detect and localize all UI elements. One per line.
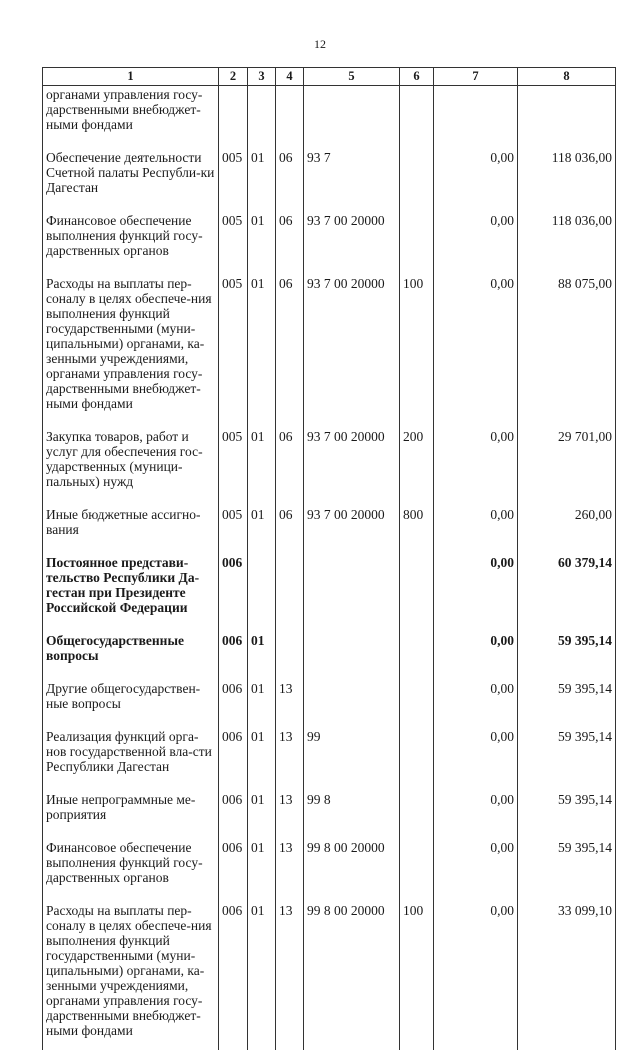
cell-target-article: 93 7 00 20000 [304, 211, 400, 274]
cell-col8-amount: 59 395,14 [518, 727, 616, 790]
cell-target-article: 93 7 [304, 148, 400, 211]
cell-expense-type [400, 631, 434, 679]
cell-podrazdel: 06 [276, 211, 304, 274]
table-row [43, 838, 616, 901]
cell-razdel [248, 86, 276, 149]
cell-target-article: 99 [304, 727, 400, 790]
cell-glava: 006 [219, 901, 248, 1050]
cell-expense-type [400, 86, 434, 149]
cell-razdel: 01 [248, 790, 276, 838]
cell-target-article: 99 8 00 20000 [304, 901, 400, 1050]
cell-expense-type [400, 211, 434, 274]
cell-glava: 006 [219, 727, 248, 790]
cell-col8-amount: 88 075,00 [518, 274, 616, 427]
budget-table [42, 67, 616, 1050]
cell-col7-amount: 0,00 [434, 148, 518, 211]
cell-target-article: 93 7 00 20000 [304, 427, 400, 505]
cell-target-article [304, 86, 400, 149]
table-row [43, 211, 616, 274]
cell-podrazdel [276, 86, 304, 149]
cell-target-article: 99 8 00 20000 [304, 838, 400, 901]
cell-podrazdel: 06 [276, 427, 304, 505]
cell-razdel [248, 553, 276, 631]
cell-col8-amount: 118 036,00 [518, 148, 616, 211]
cell-col8-amount: 29 701,00 [518, 427, 616, 505]
cell-razdel: 01 [248, 505, 276, 553]
table-row [43, 427, 616, 505]
cell-col7-amount: 0,00 [434, 553, 518, 631]
cell-podrazdel: 13 [276, 901, 304, 1050]
cell-glava: 005 [219, 505, 248, 553]
cell-col8-amount: 59 395,14 [518, 790, 616, 838]
cell-podrazdel: 13 [276, 790, 304, 838]
cell-target-article: 99 8 [304, 790, 400, 838]
cell-podrazdel: 13 [276, 679, 304, 727]
cell-glava: 005 [219, 427, 248, 505]
cell-name: Реализация функций орга-нов государственной вла-сти Республики Дагестан [43, 727, 219, 790]
cell-glava: 006 [219, 838, 248, 901]
table-row [43, 901, 616, 1050]
cell-col8-amount: 59 395,14 [518, 838, 616, 901]
cell-name: Постоянное представи-тельство Республики Да-гестан при Президенте Российской Федерации [43, 553, 219, 631]
cell-razdel: 01 [248, 274, 276, 427]
cell-glava: 006 [219, 631, 248, 679]
page-number: 12 [0, 37, 640, 52]
cell-col7-amount: 0,00 [434, 211, 518, 274]
table-row [43, 86, 616, 149]
cell-name: Закупка товаров, работ и услуг для обеспечения гос-ударственных (муници-пальных) нужд [43, 427, 219, 505]
cell-col7-amount: 0,00 [434, 274, 518, 427]
table-row [43, 505, 616, 553]
cell-razdel: 01 [248, 631, 276, 679]
cell-glava [219, 86, 248, 149]
cell-glava: 006 [219, 679, 248, 727]
cell-col7-amount: 0,00 [434, 790, 518, 838]
cell-podrazdel: 13 [276, 727, 304, 790]
cell-name: Обеспечение деятельности Счетной палаты Республи-ки Дагестан [43, 148, 219, 211]
cell-col8-amount: 60 379,14 [518, 553, 616, 631]
cell-col8-amount: 260,00 [518, 505, 616, 553]
column-header: 6 [400, 68, 434, 86]
cell-name: органами управления госу-дарственными внебюджет-ными фондами [43, 86, 219, 149]
cell-col7-amount: 0,00 [434, 679, 518, 727]
column-header: 8 [518, 68, 616, 86]
cell-col8-amount: 118 036,00 [518, 211, 616, 274]
column-header: 2 [219, 68, 248, 86]
cell-col7-amount: 0,00 [434, 631, 518, 679]
cell-col8-amount: 59 395,14 [518, 679, 616, 727]
cell-col7-amount: 0,00 [434, 838, 518, 901]
table-row [43, 148, 616, 211]
cell-col8-amount: 59 395,14 [518, 631, 616, 679]
cell-podrazdel: 06 [276, 148, 304, 211]
cell-expense-type [400, 727, 434, 790]
table-row [43, 631, 616, 679]
cell-podrazdel: 06 [276, 274, 304, 427]
cell-expense-type: 200 [400, 427, 434, 505]
cell-expense-type: 100 [400, 901, 434, 1050]
cell-name: Финансовое обеспечение выполнения функций госу-дарственных органов [43, 838, 219, 901]
cell-name: Другие общегосударствен-ные вопросы [43, 679, 219, 727]
table-row [43, 790, 616, 838]
cell-razdel: 01 [248, 679, 276, 727]
cell-expense-type [400, 148, 434, 211]
cell-name: Расходы на выплаты пер-соналу в целях обеспече-ния выполнения функций государственными (муни-ципальными) органами, ка-зенными учреждениями, органами управления госу-дарственными внебюджет-ными фондами [43, 274, 219, 427]
table-body [43, 86, 616, 1050]
column-header: 3 [248, 68, 276, 86]
cell-name: Финансовое обеспечение выполнения функций госу-дарственных органов [43, 211, 219, 274]
cell-target-article [304, 631, 400, 679]
cell-col7-amount [434, 86, 518, 149]
cell-podrazdel [276, 553, 304, 631]
column-header: 1 [43, 68, 219, 86]
cell-glava: 006 [219, 553, 248, 631]
cell-razdel: 01 [248, 148, 276, 211]
table-row [43, 727, 616, 790]
cell-expense-type [400, 679, 434, 727]
cell-expense-type [400, 790, 434, 838]
table-row [43, 553, 616, 631]
cell-name: Общегосударственные вопросы [43, 631, 219, 679]
cell-col8-amount: 33 099,10 [518, 901, 616, 1050]
cell-target-article: 93 7 00 20000 [304, 505, 400, 553]
cell-col7-amount: 0,00 [434, 505, 518, 553]
cell-expense-type: 100 [400, 274, 434, 427]
cell-podrazdel [276, 631, 304, 679]
cell-col8-amount [518, 86, 616, 149]
cell-glava: 006 [219, 790, 248, 838]
table-header-row [43, 68, 616, 86]
cell-razdel: 01 [248, 727, 276, 790]
cell-col7-amount: 0,00 [434, 727, 518, 790]
cell-razdel: 01 [248, 838, 276, 901]
column-header: 5 [304, 68, 400, 86]
cell-podrazdel: 13 [276, 838, 304, 901]
cell-col7-amount: 0,00 [434, 901, 518, 1050]
cell-name: Иные бюджетные ассигно-вания [43, 505, 219, 553]
cell-glava: 005 [219, 148, 248, 211]
table-row [43, 679, 616, 727]
cell-name: Иные непрограммные ме-роприятия [43, 790, 219, 838]
cell-glava: 005 [219, 274, 248, 427]
column-header: 4 [276, 68, 304, 86]
cell-target-article [304, 679, 400, 727]
cell-razdel: 01 [248, 901, 276, 1050]
cell-expense-type [400, 553, 434, 631]
column-header: 7 [434, 68, 518, 86]
cell-col7-amount: 0,00 [434, 427, 518, 505]
cell-expense-type [400, 838, 434, 901]
cell-glava: 005 [219, 211, 248, 274]
cell-target-article [304, 553, 400, 631]
cell-podrazdel: 06 [276, 505, 304, 553]
cell-razdel: 01 [248, 211, 276, 274]
table-row [43, 274, 616, 427]
cell-razdel: 01 [248, 427, 276, 505]
cell-name: Расходы на выплаты пер-соналу в целях обеспече-ния выполнения функций государственными (муни-ципальными) органами, ка-зенными учреждениями, органами управления госу-дарственными внебюджет-ными фондами [43, 901, 219, 1050]
cell-target-article: 93 7 00 20000 [304, 274, 400, 427]
cell-expense-type: 800 [400, 505, 434, 553]
